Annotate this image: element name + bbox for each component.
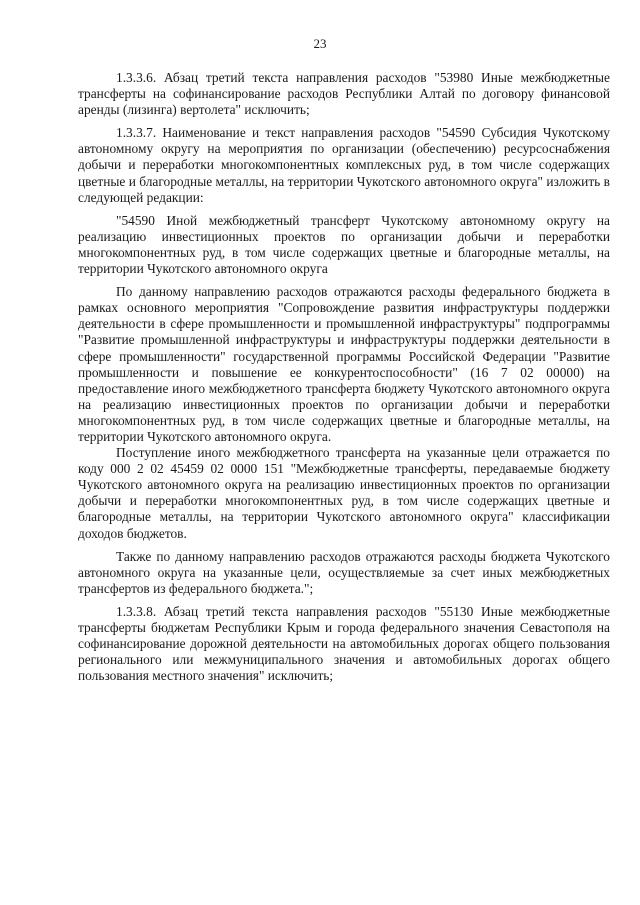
quoted-direction-paragraph-3: Также по данному направлению расходов отражаются расходы бюджета Чукотского автономного округа на указанные цели, осуществляемые за счет иных межбюджетных трансфертов из федерального бюджета.";	[78, 548, 610, 596]
paragraph-1-3-3-6: 1.3.3.6. Абзац третий текста направления расходов "53980 Иные межбюджетные трансферты на софинансирование расходов Республики Алтай по договору финансовой аренды (лизинга) вертолета" исключить;	[78, 70, 610, 118]
quoted-direction-paragraph-2: Поступление иного межбюджетного трансферта на указанные цели отражается по коду 000 2 02 45459 02 0000 151 "Межбюджетные трансферты, передаваемые бюджету Чукотского автономного округа на реализацию инвестиционных проектов по организации добычи и переработки многокомпонентных руд, в том числе содержащих цветные и благородные металлы, на территории Чукотского автономного округа" классификации доходов бюджетов.	[78, 445, 610, 541]
quoted-direction-paragraph-1: По данному направлению расходов отражаются расходы федерального бюджета в рамках основного мероприятия "Сопровождение развития инфраструктуры поддержки деятельности в сфере промышленности и промышленной инфраструктуры" подпрограммы "Развитие промышленной инфраструктуры и инфраструктуры поддержки деятельности в сфере промышленности" государственной программы Российской Федерации "Развитие промышленности и повышение ее конкурентоспособности" (16 7 02 00000) на предоставление иного межбюджетного трансферта бюджету Чукотского автономного округа на реализацию инвестиционных проектов по организации добычи и переработки многокомпонентных руд, в том числе содержащих цветные и благородные металлы, на территории Чукотского автономного округа.	[78, 284, 610, 444]
document-body	[78, 70, 610, 684]
quoted-direction-title: "54590 Иной межбюджетный трансферт Чукотскому автономному округу на реализацию инвестиционных проектов по организации добычи и переработки многокомпонентных руд, в том числе содержащих цветные и благородные металлы, на территории Чукотского автономного округа	[78, 212, 610, 277]
paragraph-1-3-3-8: 1.3.3.8. Абзац третий текста направления расходов "55130 Иные межбюджетные трансферты бюджетам Республики Крым и города федерального значения Севастополя на софинансирование дорожной деятельности на автомобильных дорогах общего пользования регионального или межмуниципального значения и автомобильных дорогах общего пользования местного значения" исключить;	[78, 603, 610, 684]
paragraph-1-3-3-7: 1.3.3.7. Наименование и текст направления расходов "54590 Субсидия Чукотскому автономному округу на мероприятия по организации (обеспечению) ресурсоснабжения добычи и переработки многокомпонентных комплексных руд, в том числе содержащих цветные и благородные металлы, на территории Чукотского автономного округа" изложить в следующей редакции:	[78, 125, 610, 205]
page-number: 23	[313, 36, 327, 51]
